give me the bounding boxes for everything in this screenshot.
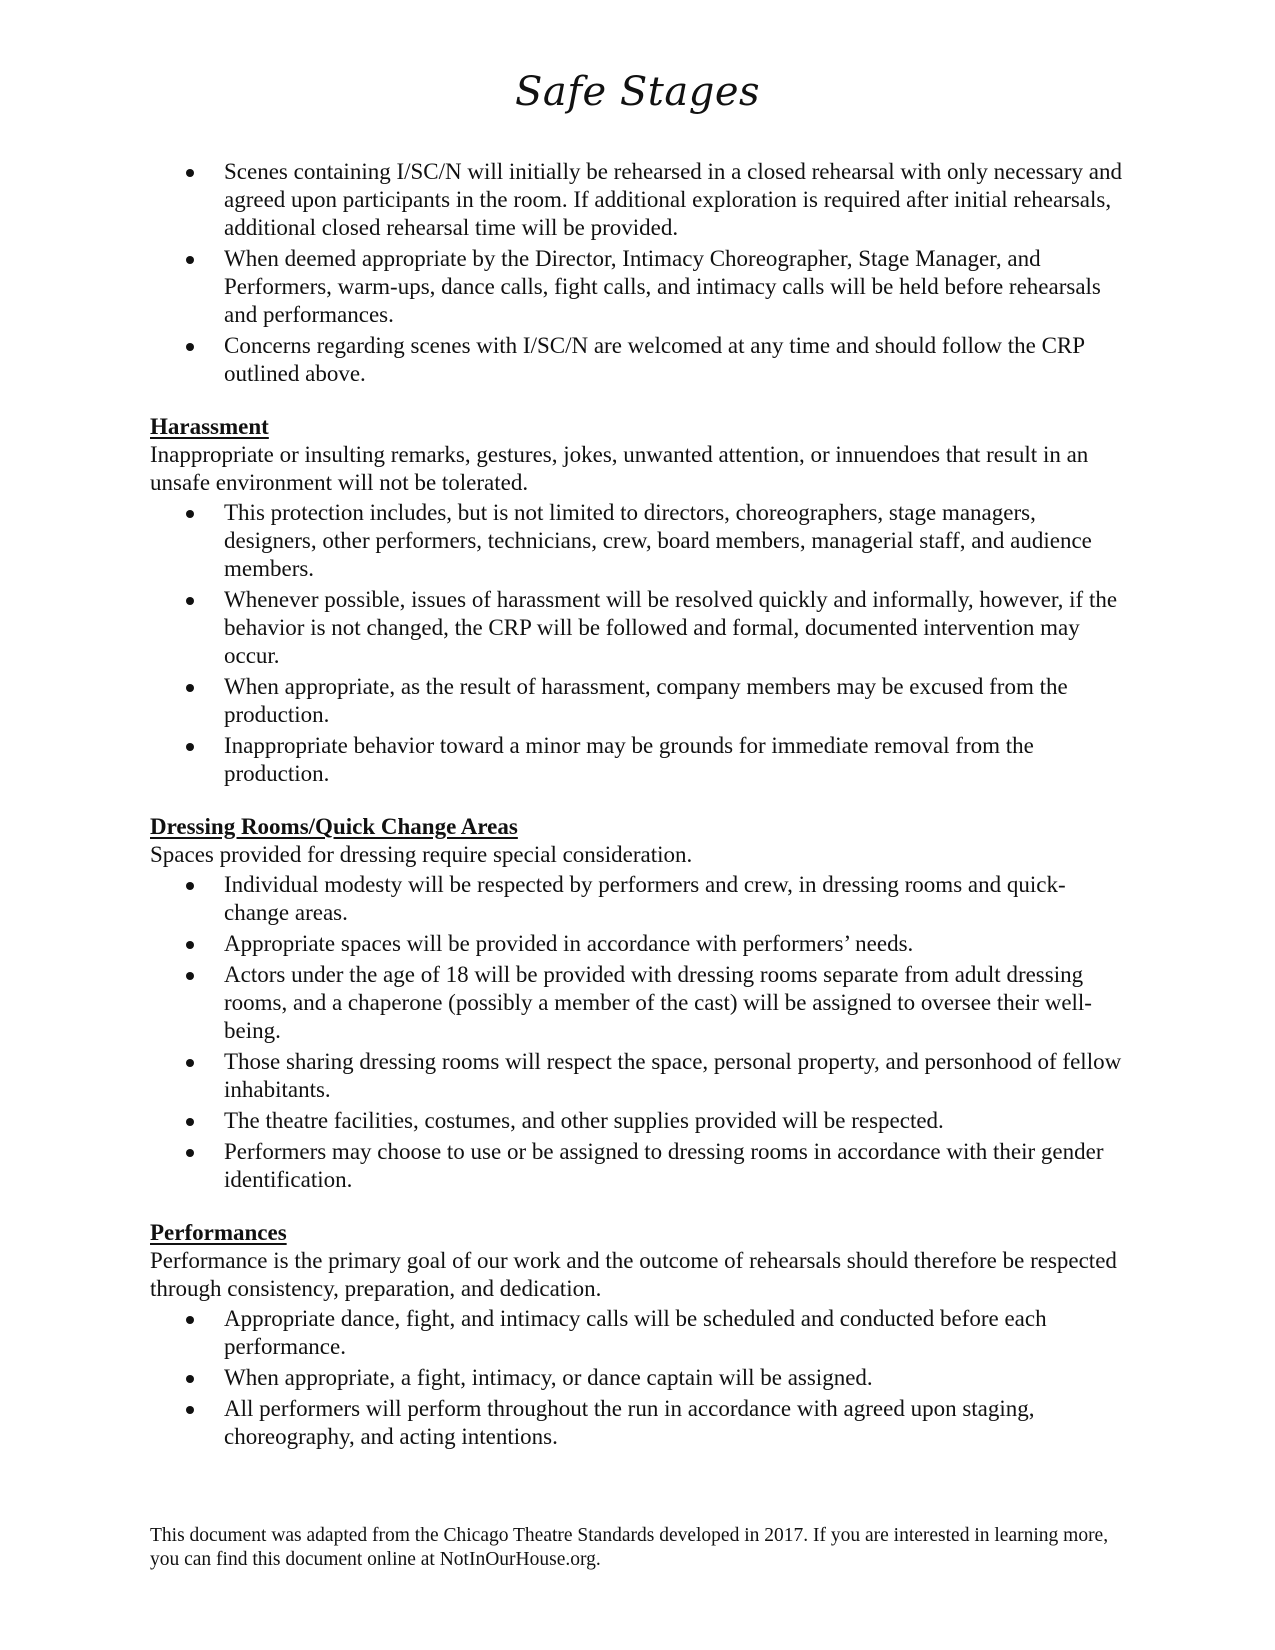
- section-heading: Harassment: [150, 414, 269, 439]
- list-item-text: The theatre facilities, costumes, and other supplies provided will be respected.: [224, 1108, 944, 1133]
- bullet-icon: [186, 1316, 194, 1324]
- list-item: [150, 1364, 1125, 1392]
- bullet-icon: [186, 256, 194, 264]
- top-bullet-list: [150, 158, 1125, 388]
- bullet-list: [150, 499, 1125, 788]
- section-heading: Performances: [150, 1220, 287, 1245]
- bullet-icon: [186, 1118, 194, 1126]
- section-performances: [150, 1219, 1125, 1451]
- list-item-text: When deemed appropriate by the Director, Intimacy Choreographer, Stage Manager, and Performers, warm-ups, dance calls, fight calls, and intimacy calls will be held before rehearsals and performances.: [224, 246, 1101, 327]
- page-title: Safe Stages: [514, 69, 761, 115]
- list-item-text: When appropriate, as the result of harassment, company members may be excused from the production.: [224, 674, 1068, 727]
- section-harassment: [150, 413, 1125, 788]
- bullet-icon: [186, 882, 194, 890]
- list-item-text: Individual modesty will be respected by performers and crew, in dressing rooms and quick-change areas.: [224, 872, 1066, 925]
- bullet-icon: [186, 743, 194, 751]
- list-item-text: Appropriate spaces will be provided in accordance with performers’ needs.: [224, 931, 914, 956]
- list-item-text: When appropriate, a fight, intimacy, or dance captain will be assigned.: [224, 1365, 873, 1390]
- list-item-text: Actors under the age of 18 will be provided with dressing rooms separate from adult dressing rooms, and a chaperone (possibly a member of the cast) will be assigned to oversee their well-being.: [224, 962, 1092, 1043]
- list-item-text: Scenes containing I/SC/N will initially be rehearsed in a closed rehearsal with only necessary and agreed upon participants in the room. If additional exploration is required after initial rehearsals, additional closed rehearsal time will be provided.: [224, 159, 1123, 240]
- bullet-icon: [186, 1059, 194, 1067]
- bullet-icon: [186, 972, 194, 980]
- bullet-icon: [186, 510, 194, 518]
- list-item: [150, 499, 1125, 583]
- list-item: [150, 1395, 1125, 1451]
- list-item-text: All performers will perform throughout the run in accordance with agreed upon staging, choreography, and acting intentions.: [224, 1396, 1035, 1449]
- section-intro: Inappropriate or insulting remarks, gestures, jokes, unwanted attention, or innuendoes that result in an unsafe environment will not be tolerated.: [150, 442, 1089, 495]
- bullet-icon: [186, 343, 194, 351]
- footer-note: This document was adapted from the Chicago Theatre Standards developed in 2017. If you are interested in learning more, you can find this document online at NotInOurHouse.org.: [150, 1525, 1109, 1570]
- list-item: [150, 1305, 1125, 1361]
- section-dressing-rooms: [150, 813, 1125, 1194]
- list-item-text: This protection includes, but is not limited to directors, choreographers, stage managers, designers, other performers, technicians, crew, board members, managerial staff, and audience members.: [224, 500, 1092, 581]
- section-heading: Dressing Rooms/Quick Change Areas: [150, 814, 518, 839]
- list-item: [150, 673, 1125, 729]
- bullet-list: [150, 1305, 1125, 1451]
- list-item: [150, 1107, 1125, 1135]
- document-body: [150, 158, 1125, 1454]
- bullet-icon: [186, 1375, 194, 1383]
- list-item: [150, 586, 1125, 670]
- bullet-icon: [186, 941, 194, 949]
- list-item-text: Whenever possible, issues of harassment will be resolved quickly and informally, however, if the behavior is not changed, the CRP will be followed and formal, documented intervention may occur.: [224, 587, 1118, 668]
- list-item: [150, 961, 1125, 1045]
- list-item: [150, 1048, 1125, 1104]
- section-intro: Performance is the primary goal of our work and the outcome of rehearsals should therefore be respected through consistency, preparation, and dedication.: [150, 1248, 1117, 1301]
- bullet-icon: [186, 1406, 194, 1414]
- section-intro: Spaces provided for dressing require special consideration.: [150, 842, 693, 867]
- list-item: [150, 1138, 1125, 1194]
- bullet-icon: [186, 1149, 194, 1157]
- list-item-text: Those sharing dressing rooms will respect the space, personal property, and personhood of fellow inhabitants.: [224, 1049, 1122, 1102]
- list-item: [150, 158, 1125, 242]
- list-item-text: Concerns regarding scenes with I/SC/N are welcomed at any time and should follow the CRP outlined above.: [224, 333, 1085, 386]
- list-item-text: Inappropriate behavior toward a minor may be grounds for immediate removal from the production.: [224, 733, 1034, 786]
- bullet-icon: [186, 169, 194, 177]
- list-item: [150, 871, 1125, 927]
- list-item: [150, 245, 1125, 329]
- bullet-list: [150, 871, 1125, 1194]
- bullet-icon: [186, 597, 194, 605]
- bullet-icon: [186, 684, 194, 692]
- list-item: [150, 732, 1125, 788]
- list-item: [150, 930, 1125, 958]
- list-item: [150, 332, 1125, 388]
- list-item-text: Performers may choose to use or be assigned to dressing rooms in accordance with their gender identification.: [224, 1139, 1104, 1192]
- list-item-text: Appropriate dance, fight, and intimacy calls will be scheduled and conducted before each performance.: [224, 1306, 1047, 1359]
